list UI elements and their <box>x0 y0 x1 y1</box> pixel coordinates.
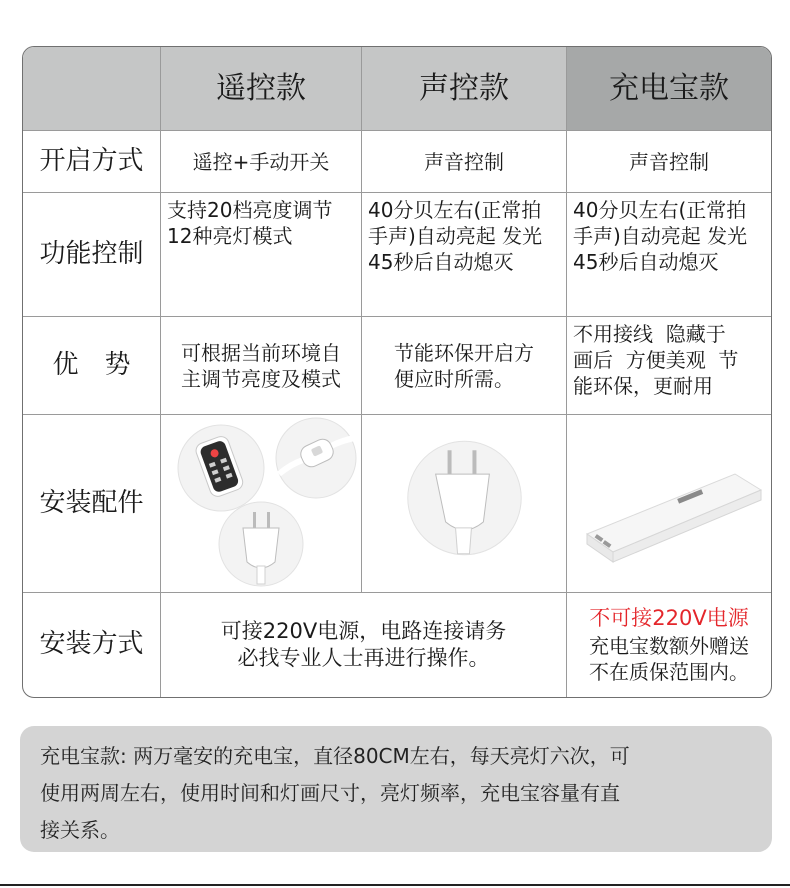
voice-accessories-illustration <box>362 416 566 592</box>
function-powerbank-line: 45秒后自动熄灭 <box>573 250 719 274</box>
powerbank-illustration <box>567 416 771 592</box>
installation-powerbank <box>567 593 771 697</box>
accessories-powerbank <box>567 415 771 593</box>
row-label-accessories: 安装配件 <box>23 415 161 593</box>
note-line: 充电宝款: 两万毫安的充电宝，直径80CM左右，每天亮灯六次，可 <box>40 744 630 768</box>
advantage-remote-line: 主调节亮度及模式 <box>181 366 341 391</box>
powerbank-note-line: 充电宝数额外赠送 <box>589 633 749 658</box>
function-remote <box>161 193 362 317</box>
power-bank-icon <box>587 474 761 562</box>
two-pin-plug-icon <box>219 502 303 586</box>
function-powerbank-line: 手声)自动亮起 发光 <box>573 224 748 248</box>
function-voice-line: 45秒后自动熄灭 <box>368 250 514 274</box>
installation-line: 可接220V电源，电路连接请务 <box>220 618 507 643</box>
function-powerbank-line: 40分贝左右(正常拍 <box>573 198 747 222</box>
header-voice: 声控款 <box>362 47 567 131</box>
activation-remote: 遥控+手动开关 <box>161 131 362 193</box>
header-remote: 遥控款 <box>161 47 362 131</box>
advantage-voice-line: 节能环保开启方 <box>394 340 534 365</box>
inline-switch-icon <box>276 418 356 498</box>
two-pin-plug-icon <box>408 441 521 554</box>
advantage-powerbank <box>567 317 771 415</box>
powerbank-info-note <box>20 726 772 852</box>
function-remote-line: 12种亮灯模式 <box>167 224 293 248</box>
installation-merged <box>161 593 567 697</box>
row-label-installation: 安装方式 <box>23 593 161 697</box>
advantage-powerbank-line: 画后 方便美观 节 <box>573 348 739 372</box>
installation-line: 必找专业人士再进行操作。 <box>237 646 490 670</box>
function-voice-line: 40分贝左右(正常拍 <box>368 198 542 222</box>
header-empty <box>23 47 161 131</box>
comparison-table <box>22 46 772 698</box>
activation-powerbank: 声音控制 <box>567 131 771 193</box>
activation-voice: 声音控制 <box>362 131 567 193</box>
bottom-divider <box>0 884 790 886</box>
function-powerbank <box>567 193 771 317</box>
advantage-voice <box>362 317 567 415</box>
row-label-advantage: 优 势 <box>23 317 161 415</box>
remote-control-icon <box>178 425 264 511</box>
advantage-remote <box>161 317 362 415</box>
function-remote-line: 支持20档亮度调节 <box>167 198 333 222</box>
advantage-remote-line: 可根据当前环境自 <box>181 340 341 365</box>
powerbank-note-line: 不在质保范围内。 <box>589 659 749 684</box>
note-line: 接关系。 <box>40 818 120 842</box>
row-label-function: 功能控制 <box>23 193 161 317</box>
accessories-remote <box>161 415 362 593</box>
advantage-powerbank-line: 不用接线 隐藏于 <box>573 322 726 346</box>
advantage-powerbank-line: 能环保，更耐用 <box>573 374 713 398</box>
remote-accessories-illustration <box>161 416 361 592</box>
function-voice-line: 手声)自动亮起 发光 <box>368 224 543 248</box>
accessories-voice <box>362 415 567 593</box>
header-powerbank: 充电宝款 <box>567 47 771 131</box>
no-220v-warning: 不可接220V电源 <box>589 606 749 631</box>
note-line: 使用两周左右，使用时间和灯画尺寸，亮灯频率，充电宝容量有直 <box>40 781 620 805</box>
row-label-activation: 开启方式 <box>23 131 161 193</box>
function-voice <box>362 193 567 317</box>
advantage-voice-line: 便应时所需。 <box>394 366 514 391</box>
